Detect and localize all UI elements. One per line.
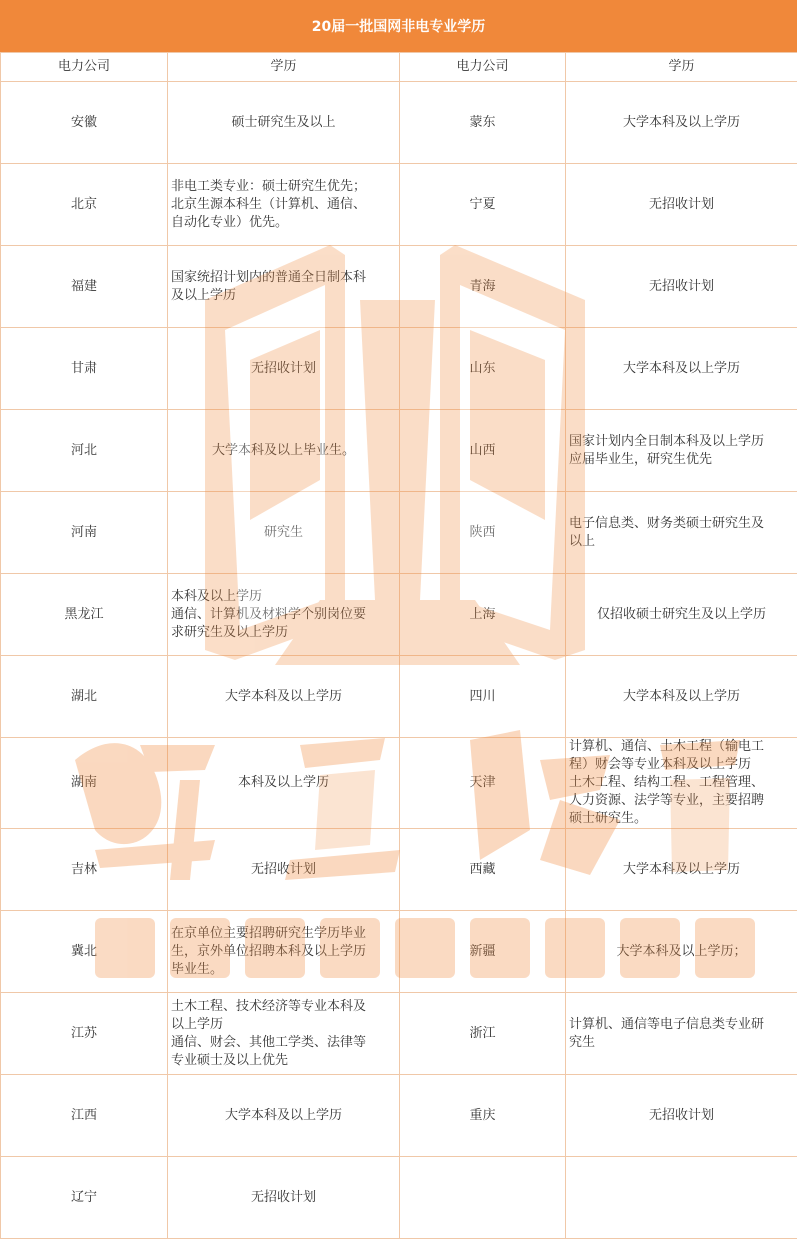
- company-cell: 重庆: [400, 1075, 566, 1157]
- education-cell: 无招收计划: [168, 1157, 400, 1239]
- company-cell: [400, 1157, 566, 1239]
- table-row: [1, 738, 797, 829]
- company-cell: 天津: [400, 738, 566, 829]
- table-row: [1, 574, 797, 656]
- header-company-2: 电力公司: [400, 53, 566, 82]
- company-cell: 甘肃: [1, 328, 168, 410]
- education-cell: 非电工类专业：硕士研究生优先； 北京生源本科生（计算机、通信、 自动化专业）优先。: [168, 164, 400, 246]
- header-education-1: 学历: [168, 53, 400, 82]
- table-row: [1, 246, 797, 328]
- education-cell: 大学本科及以上毕业生。: [168, 410, 400, 492]
- company-cell: 黑龙江: [1, 574, 168, 656]
- table-row: [1, 164, 797, 246]
- education-cell: 无招收计划: [566, 1075, 797, 1157]
- company-cell: 陕西: [400, 492, 566, 574]
- table-row: [1, 328, 797, 410]
- company-cell: 青海: [400, 246, 566, 328]
- company-cell: 湖北: [1, 656, 168, 738]
- table-row: [1, 410, 797, 492]
- education-cell: 大学本科及以上学历: [168, 1075, 400, 1157]
- company-cell: 湖南: [1, 738, 168, 829]
- company-cell: 蒙东: [400, 82, 566, 164]
- header-row: [1, 53, 797, 82]
- education-cell: 大学本科及以上学历；: [566, 911, 797, 993]
- education-cell: 电子信息类、财务类硕士研究生及 以上: [566, 492, 797, 574]
- company-cell: 西藏: [400, 829, 566, 911]
- company-cell: 四川: [400, 656, 566, 738]
- company-cell: 辽宁: [1, 1157, 168, 1239]
- education-cell: 本科及以上学历 通信、计算机及材料学个别岗位要 求研究生及以上学历: [168, 574, 400, 656]
- education-cell: 大学本科及以上学历: [566, 829, 797, 911]
- company-cell: 江西: [1, 1075, 168, 1157]
- table-row: [1, 82, 797, 164]
- education-cell: 国家计划内全日制本科及以上学历 应届毕业生，研究生优先: [566, 410, 797, 492]
- company-cell: 北京: [1, 164, 168, 246]
- company-cell: 冀北: [1, 911, 168, 993]
- education-cell: 无招收计划: [168, 328, 400, 410]
- company-cell: 福建: [1, 246, 168, 328]
- table-row: [1, 993, 797, 1075]
- company-cell: 宁夏: [400, 164, 566, 246]
- table-row: [1, 1157, 797, 1239]
- education-cell: 大学本科及以上学历: [566, 328, 797, 410]
- education-cell: 无招收计划: [566, 164, 797, 246]
- education-cell: 计算机、通信等电子信息类专业研 究生: [566, 993, 797, 1075]
- education-cell: 大学本科及以上学历: [566, 656, 797, 738]
- company-cell: 河南: [1, 492, 168, 574]
- table-row: [1, 1075, 797, 1157]
- education-cell: 计算机、通信、土木工程（输电工 程）财会等专业本科及以上学历 土木工程、结构工程、工程管理、 人力资源、法学等专业，主要招聘 硕士研究生。: [566, 738, 797, 829]
- education-cell: 无招收计划: [168, 829, 400, 911]
- education-cell: 大学本科及以上学历: [566, 82, 797, 164]
- education-cell: [566, 1157, 797, 1239]
- education-cell: 大学本科及以上学历: [168, 656, 400, 738]
- education-cell: 无招收计划: [566, 246, 797, 328]
- table-row: [1, 829, 797, 911]
- company-cell: 河北: [1, 410, 168, 492]
- education-cell: 土木工程、技术经济等专业本科及 以上学历 通信、财会、其他工学类、法律等 专业硕士及以上优先: [168, 993, 400, 1075]
- education-cell: 国家统招计划内的普通全日制本科 及以上学历: [168, 246, 400, 328]
- company-cell: 山西: [400, 410, 566, 492]
- company-cell: 上海: [400, 574, 566, 656]
- company-cell: 江苏: [1, 993, 168, 1075]
- header-education-2: 学历: [566, 53, 797, 82]
- company-cell: 山东: [400, 328, 566, 410]
- education-cell: 研究生: [168, 492, 400, 574]
- education-cell: 硕士研究生及以上: [168, 82, 400, 164]
- company-cell: 安徽: [1, 82, 168, 164]
- education-table: [0, 52, 797, 1239]
- company-cell: 浙江: [400, 993, 566, 1075]
- company-cell: 吉林: [1, 829, 168, 911]
- table-row: [1, 911, 797, 993]
- table-row: [1, 492, 797, 574]
- table-row: [1, 656, 797, 738]
- company-cell: 新疆: [400, 911, 566, 993]
- education-cell: 仅招收硕士研究生及以上学历: [566, 574, 797, 656]
- education-cell: 在京单位主要招聘研究生学历毕业 生，京外单位招聘本科及以上学历 毕业生。: [168, 911, 400, 993]
- header-company-1: 电力公司: [1, 53, 168, 82]
- table-title: 20届一批国网非电专业学历: [0, 0, 797, 52]
- education-cell: 本科及以上学历: [168, 738, 400, 829]
